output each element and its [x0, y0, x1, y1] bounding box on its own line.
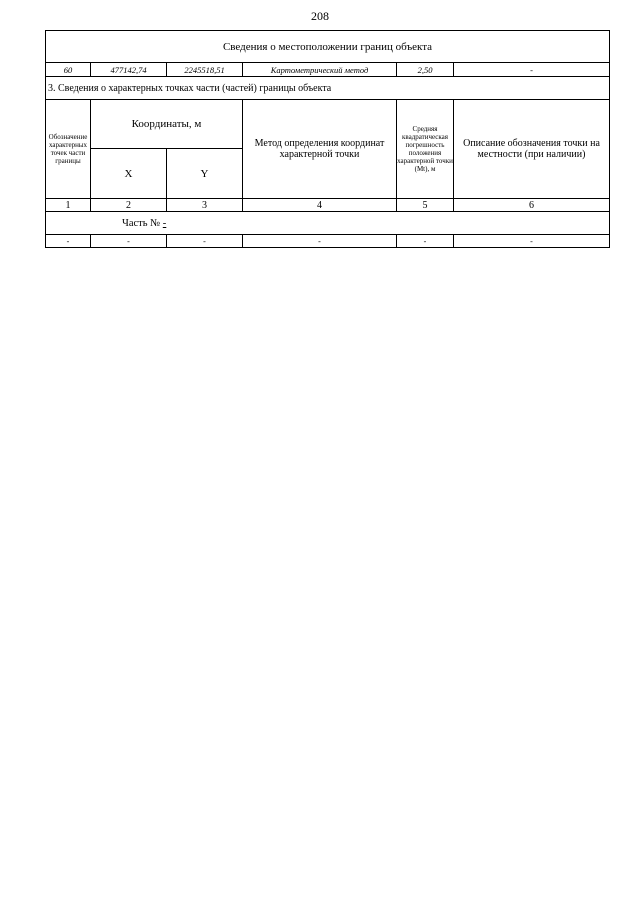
empty-cell: -: [397, 235, 454, 248]
part-row: [46, 212, 610, 235]
boundary-points-table: [45, 30, 610, 248]
page-number: 208: [311, 9, 329, 23]
part-number: -: [162, 217, 167, 229]
boundary-point-id: 60: [46, 63, 91, 77]
boundary-data-row: [46, 63, 610, 77]
column-number: 6: [454, 199, 610, 212]
section-title-row: [46, 77, 610, 100]
column-number: 4: [243, 199, 397, 212]
part-cell: [46, 212, 610, 235]
boundary-x: 477142,74: [91, 63, 167, 77]
column-number: 1: [46, 199, 91, 212]
boundary-error: 2,50: [397, 63, 454, 77]
boundary-method: Картометрический метод: [243, 63, 397, 77]
table-title: Сведения о местоположении границ объекта: [46, 31, 610, 63]
column-numbers-row: [46, 199, 610, 212]
header-row-1: [46, 100, 610, 149]
header-point-designation: Обозначение характерных точек части границы: [46, 100, 91, 199]
boundary-description: -: [454, 63, 610, 77]
header-method: Метод определения координат характерной точки: [243, 100, 397, 199]
column-number: 3: [167, 199, 243, 212]
header-error: Средняя квадратическая погрешность положения характерной точки (Mt), м: [397, 100, 454, 199]
empty-cell: -: [167, 235, 243, 248]
part-label: Часть №: [122, 217, 161, 229]
table-title-row: [46, 31, 610, 63]
boundary-y: 2245518,51: [167, 63, 243, 77]
header-description: Описание обозначения точки на местности (при наличии): [454, 100, 610, 199]
table-row: [46, 235, 610, 248]
column-number: 5: [397, 199, 454, 212]
header-x: X: [91, 149, 167, 199]
empty-cell: -: [91, 235, 167, 248]
section-title: 3. Сведения о характерных точках части (частей) границы объекта: [46, 77, 610, 100]
column-number: 2: [91, 199, 167, 212]
header-coordinates: Координаты, м: [91, 100, 243, 149]
empty-cell: -: [243, 235, 397, 248]
empty-cell: -: [46, 235, 91, 248]
header-y: Y: [167, 149, 243, 199]
empty-cell: -: [454, 235, 610, 248]
